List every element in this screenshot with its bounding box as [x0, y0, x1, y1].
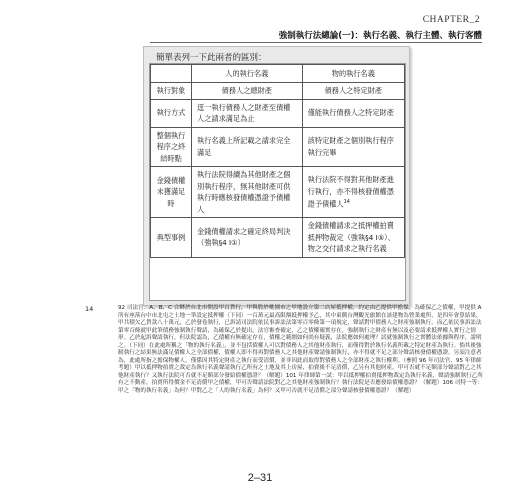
- row-cell-left: 執行法院得續為其他財產之個別執行程序，無其他財產可供執行時應核發債權憑證予債權人: [192, 167, 303, 218]
- table-row: [151, 83, 405, 100]
- row-cell-right: 金錢債權請求之抵押權拍賣抵押物裁定（強執§4 I⑤）、物之交付請求之執行名義: [302, 218, 404, 258]
- row-label: 金錢債權未獲滿足時: [151, 167, 192, 218]
- table-row: [151, 127, 405, 167]
- row-cell-left: 逕一執行債務人之財產至債權人之請求滿足為止: [192, 99, 303, 127]
- table-header-row: [151, 65, 405, 83]
- chapter-label: CHAPTER_2: [422, 15, 480, 25]
- row-label: 典型事例: [151, 218, 192, 258]
- running-header-title: 強制執行法總論(一)：執行名義、執行主體、執行客體: [278, 31, 482, 41]
- row-cell-left: 債務人之總財產: [192, 83, 303, 100]
- header-rule: [150, 42, 482, 43]
- table-row: [151, 99, 405, 127]
- footnote-number: 14: [85, 305, 94, 313]
- header-cell-blank: [151, 65, 192, 83]
- row-cell-right: [302, 167, 404, 218]
- row-cell-right: 該特定財產之個別執行程序執行完畢: [302, 127, 404, 167]
- box-title: 簡單表列一下此兩者的區別：: [156, 53, 267, 63]
- footnote-marker: 14: [343, 199, 350, 206]
- row-cell-left: 金錢債權請求之確定終局判決（強執§4 I①）: [192, 218, 303, 258]
- comparison-table-frame: [149, 63, 406, 301]
- row-label: 執行對象: [151, 83, 192, 100]
- row-label: 執行方式: [151, 99, 192, 127]
- row-cell-right: 僅能執行債務人之特定財產: [302, 99, 404, 127]
- header-cell-personal: 人的執行名義: [192, 65, 303, 83]
- table-row: [151, 167, 405, 218]
- table-row: [151, 218, 405, 258]
- row-cell-right-text: 執行法院不得對其他財產進行執行，亦不得核發債權憑證予債權人: [307, 175, 394, 209]
- comparison-box: [143, 46, 410, 306]
- row-label: 整個執行程序之終結時點: [151, 127, 192, 167]
- row-cell-right: 債務人之特定財產: [302, 83, 404, 100]
- header-cell-property: 物的執行名義: [302, 65, 404, 83]
- page-number: 2–31: [247, 472, 273, 484]
- comparison-table: [150, 64, 405, 258]
- footnote-text: 92 司法官：A、B、C 合夥於台北市開設甲百貨行，甲與股於桃園市之甲地設立第二店屋抵押權，約定由乙提供甲擔保，為確保乙之債權，甲提供 A 所有座落台中市北屯之土地一筆設定抵押權（下同）一百萬元最高限額抵押權予乙，其中東側台灣觀光旅館在該建物為營業處所，是四年會算結果，甲共積欠乙貨款八十萬元，乙於發卷執行，已訴請司法院依民事訴訟法第零百零條第一項規定，聲請對甲債務人之財產強制執行。而乙依民事訴訟法第零百條就甲此筆債務強制執行聲請，為確保乙於提出，法官審查確定，乙之債權確實存在，強制執行之財產有無以及必要請求抵押權人實行之情形。乙於起訴聲請執行，但法院認為，乙債權有無確定存在，債權之範圍如何尚有疑義，法院應如何處理？試就強制執行之實體法依據與程序，說明之。（下同）在此處所稱之「物的執行名義」，並不包括債權人可以對債務人之其他財產執行，而僅得對於執行名義所載之特定財產為執行。倘其後強制執行之結果無法滿足債權人之全部債權，債權人即不得再對債務人之其他財產聲請強制執行，亦不得就不足之部分聲請核發債權憑證。另須注意者為，此處所指之擔保物權人，僅係因其特定財產之執行而受清償，並非因此而取得對債務人之全部財產之執行權利。（參照 96 年司法官、95 年律師考題）甲以抵押物拍賣之裁定為執行名義聲請執行乙所有之土地及其上房屋，拍賣後不足清償，乙另有其他財產，甲可否就不足額部分聲請對乙之其他財產執行？又執行法院可否就不足額部分發給債權憑證？（解題）101 年律師第一試：甲以抵押權拍賣抵押物裁定為執行名義，聲請強制執行乙所有之不動產，拍賣所得價金不足清償甲之債權，甲可否聲請法院對乙之其他財產強制執行？執行法院是否應發給債權憑證？（解題）106 司特一等：甲之「物的執行名義」為何？甲對乙之「人的執行名義」為何？又甲可否就不足清償之部分聲請核發債權憑證？（解題）: [118, 305, 483, 394]
- row-cell-left: 執行名義上所記載之請求完全滿足: [192, 127, 303, 167]
